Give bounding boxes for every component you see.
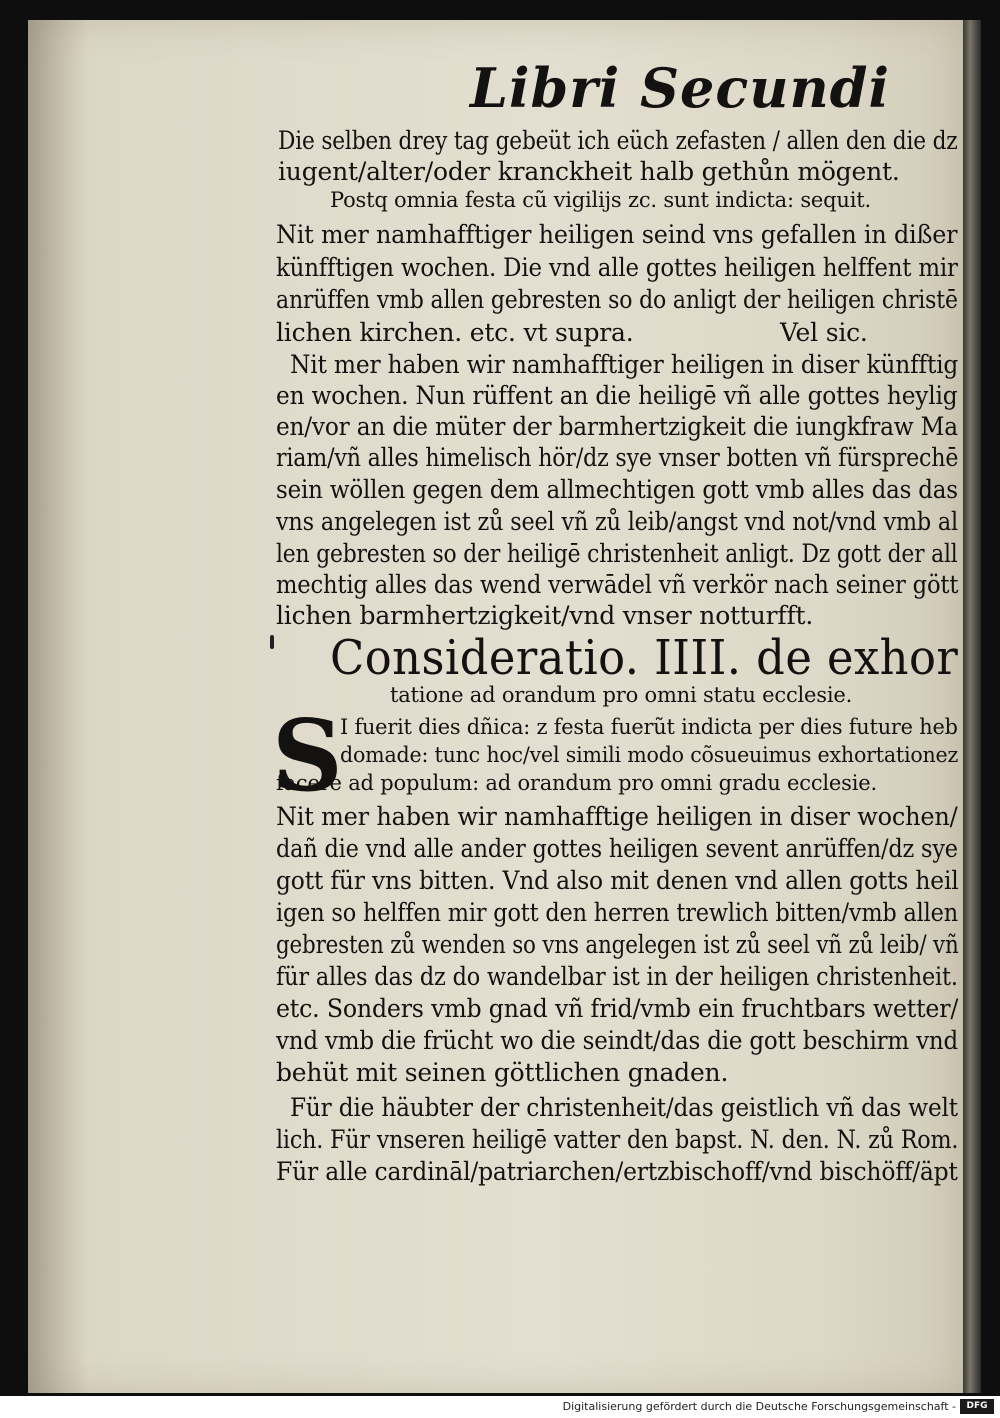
latin-line: I fuerit dies dñica: z festa fuerũt indicta per dies future heb [340,715,958,739]
text-line: für alles das dz do wandelbar ist in der heiligen christenheit. [276,962,958,991]
text-line: en/vor an die müter der barmhertzigkeit die iungkfraw Ma [276,412,958,441]
text-line: lichen barmhertzigkeit/vnd vnser notturfft. [276,601,814,630]
page-edge [963,20,981,1393]
text-line: anrüffen vmb allen gebresten so do anligt der heiligen christē [276,285,958,314]
footer-credit: Digitalisierung gefördert durch die Deutsche Forschungsgemeinschaft - [562,1400,956,1413]
running-head: Libri Secundi [470,56,891,120]
text-line: vnd vmb die frücht wo die seindt/das die gott beschirm vnd [276,1026,958,1055]
text-line: gott für vns bitten. Vnd also mit denen vnd allen gotts heil [276,866,959,895]
section-title: Consideratio. IIII. de exhor [330,630,959,686]
text-line: Für alle cardināl/patriarchen/ertzbischoff/vnd bischöff/äpt [276,1157,958,1186]
text-line: mechtig alles das wend verwādel vñ verkör nach seiner gött [276,570,959,599]
text-line: Nit mer haben wir namhafftiger heiligen in diser künfftig [290,350,959,379]
section-subtitle: tatione ad orandum pro omni statu ecclesie. [390,683,853,707]
drop-initial: S [272,699,343,814]
text-line: len gebresten so der heiligē christenheit anligt. Dz gott der all [276,539,958,568]
text-line: iugent/alter/oder kranckheit halb gethůn mögent. [278,157,900,186]
text-line: Nit mer haben wir namhafftige heiligen in diser wochen/ [276,802,958,831]
spine-shadow [28,20,88,1393]
text-line: Nit mer namhafftiger heiligen seind vns gefallen in dißer [276,220,958,249]
text-line: Für die häubter der christenheit/das geistlich vñ das welt [290,1093,958,1122]
rubric-line: Postq omnia festa cũ vigilijs zc. sunt indicta: sequit. [330,188,871,212]
text-line: riam/vñ alles himelisch hör/dz sye vnser botten vñ fürsprechē [276,443,959,472]
text-line: sein wöllen gegen dem allmechtigen gott vmb alles das das [276,475,958,504]
latin-line: domade: tunc hoc/vel simili modo cõsueuimus exhortationez [340,743,959,767]
text-line: en wochen. Nun rüffent an die heiligē vñ alle gottes heylig [276,381,958,410]
latin-line: facere ad populum: ad orandum pro omni gradu ecclesie. [276,771,877,795]
text-line: gebresten zů wenden so vns angelegen ist zů seel vñ zů leib/ vñ [276,930,959,959]
text-line: behüt mit seinen göttlichen gnaden. [276,1058,729,1087]
margin-mark [270,635,274,649]
text-line: etc. Sonders vmb gnad vñ frid/vmb ein fruchtbars wetter/ [276,994,959,1023]
dfg-logo: DFG [960,1399,994,1414]
text-line: igen so helffen mir gott den herren trewlich bitten/vmb allen [276,898,958,927]
text-line: dañ die vnd alle ander gottes heiligen sevent anrüffen/dz sye [276,834,958,863]
text-line: Vel sic. [780,318,868,347]
text-line: Die selben drey tag gebeüt ich eüch zefasten / allen den die dz [278,126,958,155]
text-line: lichen kirchen. etc. vt supra. [276,318,634,347]
text-line: vns angelegen ist zů seel vñ zů leib/angst vnd not/vnd vmb al [276,507,959,536]
text-line: künfftigen wochen. Die vnd alle gottes heiligen helffent mir [276,253,958,282]
text-line: lich. Für vnseren heiligē vatter den bapst. N. den. N. zů Rom. [276,1125,959,1154]
